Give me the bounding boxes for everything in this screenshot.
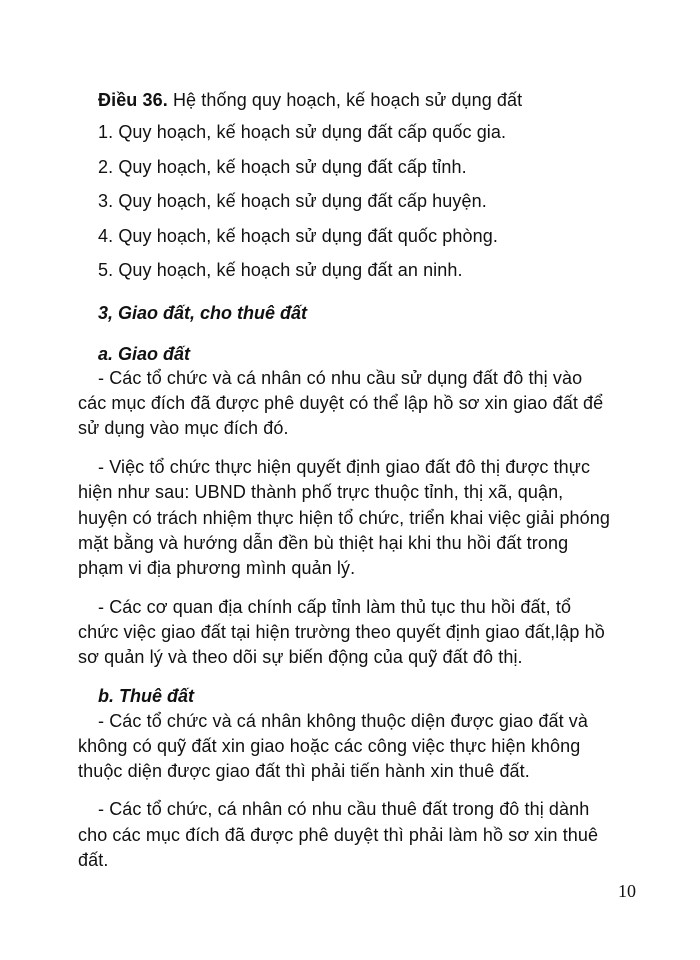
paragraph-line: phạm vi địa phương mình quản lý. — [78, 558, 356, 578]
paragraph-line: cho các mục đích đã được phê duyệt thì phải làm hồ sơ xin thuê — [78, 825, 599, 845]
paragraph-line: thuộc diện được giao đất thì phải tiến hành xin thuê đất. — [78, 761, 530, 781]
page-number: 10 — [618, 881, 636, 901]
paragraph-line: huyện có trách nhiệm thực hiện tổ chức, triển khai việc giải phóng — [78, 508, 610, 528]
subsection-b-title: b. Thuê đất — [98, 686, 194, 706]
paragraph-line: mặt bằng và hướng dẫn đền bù thiệt hại khi thu hồi đất trong — [78, 533, 569, 553]
article-title: Hệ thống quy hoạch, kế hoạch sử dụng đất — [167, 90, 523, 110]
paragraph-line: các mục đích đã được phê duyệt có thể lập hồ sơ xin giao đất để — [78, 393, 604, 413]
article-heading — [98, 88, 522, 112]
article-item: 5. Quy hoạch, kế hoạch sử dụng đất an ninh. — [98, 260, 463, 280]
article-item: 1. Quy hoạch, kế hoạch sử dụng đất cấp quốc gia. — [98, 122, 507, 142]
article-label: Điều 36. — [98, 90, 168, 110]
paragraph-line: - Các tổ chức và cá nhân không thuộc diện được giao đất và — [98, 711, 588, 731]
subsection-a-title: a. Giao đất — [98, 344, 191, 364]
paragraph-line: - Các tổ chức, cá nhân có nhu cầu thuê đất trong đô thị dành — [98, 799, 590, 819]
section-title: 3, Giao đất, cho thuê đất — [98, 303, 308, 323]
paragraph-line: - Việc tổ chức thực hiện quyết định giao đất đô thị được thực — [98, 457, 591, 477]
article-item: 3. Quy hoạch, kế hoạch sử dụng đất cấp huyện. — [98, 191, 487, 211]
paragraph-line: đất. — [78, 850, 109, 870]
paragraph-line: - Các cơ quan địa chính cấp tỉnh làm thủ tục thu hồi đất, tổ — [98, 597, 572, 617]
paragraph-line: chức việc giao đất tại hiện trường theo quyết định giao đất,lập hồ — [78, 622, 605, 642]
paragraph-line: sử dụng vào mục đích đó. — [78, 418, 289, 438]
paragraph-line: hiện như sau: UBND thành phố trực thuộc tỉnh, thị xã, quận, — [78, 482, 564, 502]
article-item: 2. Quy hoạch, kế hoạch sử dụng đất cấp tỉnh. — [98, 157, 467, 177]
paragraph-line: không có quỹ đất xin giao hoặc các công việc thực hiện không — [78, 736, 581, 756]
paragraph-line: - Các tổ chức và cá nhân có nhu cầu sử dụng đất đô thị vào — [98, 368, 583, 388]
paragraph-line: sơ quản lý và theo dõi sự biến động của quỹ đất đô thị. — [78, 647, 523, 667]
article-item: 4. Quy hoạch, kế hoạch sử dụng đất quốc phòng. — [98, 226, 498, 246]
